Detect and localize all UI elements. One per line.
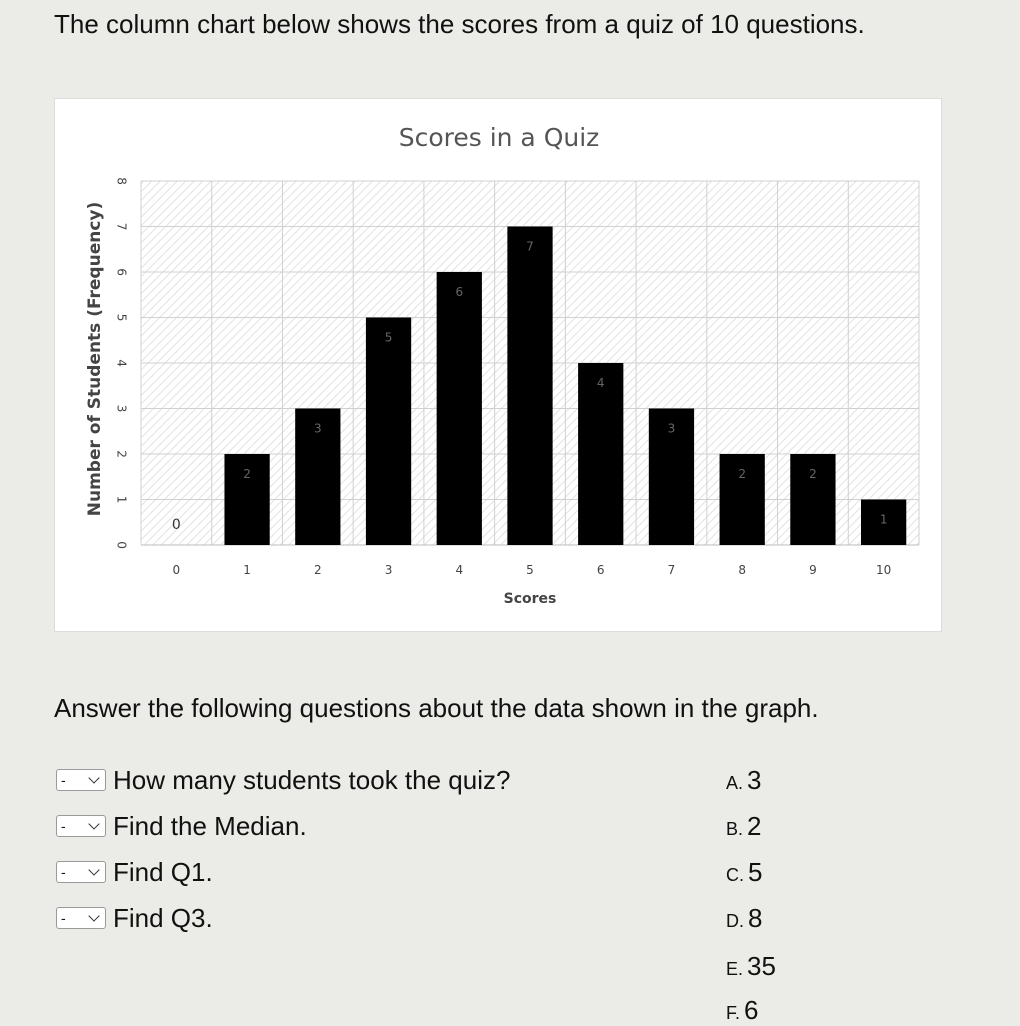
y-tick-label: 1 xyxy=(114,495,129,504)
option-letter: D. xyxy=(726,911,744,931)
x-tick-label: 7 xyxy=(667,563,676,577)
x-tick-label: 2 xyxy=(313,563,322,577)
bar xyxy=(366,318,411,546)
question-text: Find Q3. xyxy=(113,902,213,933)
option-value: 3 xyxy=(747,765,762,795)
answer-option xyxy=(726,951,776,982)
data-label: 0 xyxy=(171,517,181,533)
question-row xyxy=(56,765,510,795)
y-tick-label: 8 xyxy=(114,177,129,185)
y-tick-label: 3 xyxy=(114,404,129,413)
x-tick-label: 9 xyxy=(809,563,817,577)
chevron-down-icon xyxy=(88,772,99,783)
data-label: 1 xyxy=(879,512,888,527)
x-axis-label: Scores xyxy=(503,591,557,607)
x-tick-label: 0 xyxy=(172,563,181,577)
question-row xyxy=(56,857,213,887)
question-text: How many students took the quiz? xyxy=(113,764,511,795)
dropdown-value: - xyxy=(61,818,66,834)
dropdown-value: - xyxy=(61,864,66,880)
option-value: 2 xyxy=(747,811,762,841)
y-tick-label: 4 xyxy=(114,359,129,367)
bar xyxy=(578,363,623,545)
data-label: 5 xyxy=(384,330,393,345)
option-value: 35 xyxy=(747,951,776,981)
data-label: 2 xyxy=(809,467,817,481)
option-letter: B. xyxy=(726,819,744,839)
chart-canvas xyxy=(55,99,943,633)
answer-dropdown[interactable] xyxy=(56,907,106,929)
dropdown-value: - xyxy=(61,910,66,926)
answer-option xyxy=(726,995,758,1026)
y-tick-label: 0 xyxy=(114,541,129,549)
answer-option xyxy=(726,765,761,796)
data-label: 2 xyxy=(243,467,251,481)
instructions-text: Answer the following questions about the data shown in the graph. xyxy=(54,693,819,723)
x-tick-label: 10 xyxy=(875,563,892,577)
option-letter: F. xyxy=(726,1003,741,1023)
question-row xyxy=(56,903,213,933)
answer-option xyxy=(726,903,762,934)
question-text: Find Q1. xyxy=(113,856,213,887)
y-tick-label: 6 xyxy=(114,268,129,276)
question-row xyxy=(56,811,307,841)
y-tick-label: 5 xyxy=(114,313,129,322)
chevron-down-icon xyxy=(88,864,99,875)
x-tick-label: 1 xyxy=(243,563,251,577)
y-tick-label: 2 xyxy=(114,450,129,458)
data-label: 6 xyxy=(455,285,464,299)
bar xyxy=(437,272,482,545)
answer-dropdown[interactable] xyxy=(56,861,106,883)
data-label: 7 xyxy=(526,239,534,254)
intro-text: The column chart below shows the scores from a quiz of 10 questions. xyxy=(54,9,865,39)
x-tick-label: 5 xyxy=(526,563,534,577)
y-axis-label: Number of Students (Frequency) xyxy=(85,201,105,517)
column-chart xyxy=(54,98,942,632)
question-text: Find the Median. xyxy=(113,810,307,841)
option-letter: E. xyxy=(726,959,744,979)
option-value: 5 xyxy=(748,857,763,887)
answer-option xyxy=(726,857,762,888)
option-value: 6 xyxy=(744,995,759,1025)
data-label: 2 xyxy=(738,467,747,481)
answer-option xyxy=(726,811,761,842)
option-value: 8 xyxy=(748,903,763,933)
answer-dropdown[interactable] xyxy=(56,769,106,791)
option-letter: A. xyxy=(726,773,744,793)
data-label: 3 xyxy=(313,421,322,436)
data-label: 3 xyxy=(667,421,676,436)
chevron-down-icon xyxy=(88,910,99,921)
answer-dropdown[interactable] xyxy=(56,815,106,837)
x-tick-label: 4 xyxy=(455,563,464,577)
x-tick-label: 3 xyxy=(384,563,393,577)
chevron-down-icon xyxy=(88,818,99,829)
option-letter: C. xyxy=(726,865,744,885)
chart-title: Scores in a Quiz xyxy=(398,123,600,152)
y-tick-label: 7 xyxy=(114,222,129,231)
x-tick-label: 8 xyxy=(738,563,747,577)
bar xyxy=(507,227,552,546)
x-tick-label: 6 xyxy=(596,563,605,577)
dropdown-value: - xyxy=(61,772,66,788)
data-label: 4 xyxy=(596,376,605,390)
